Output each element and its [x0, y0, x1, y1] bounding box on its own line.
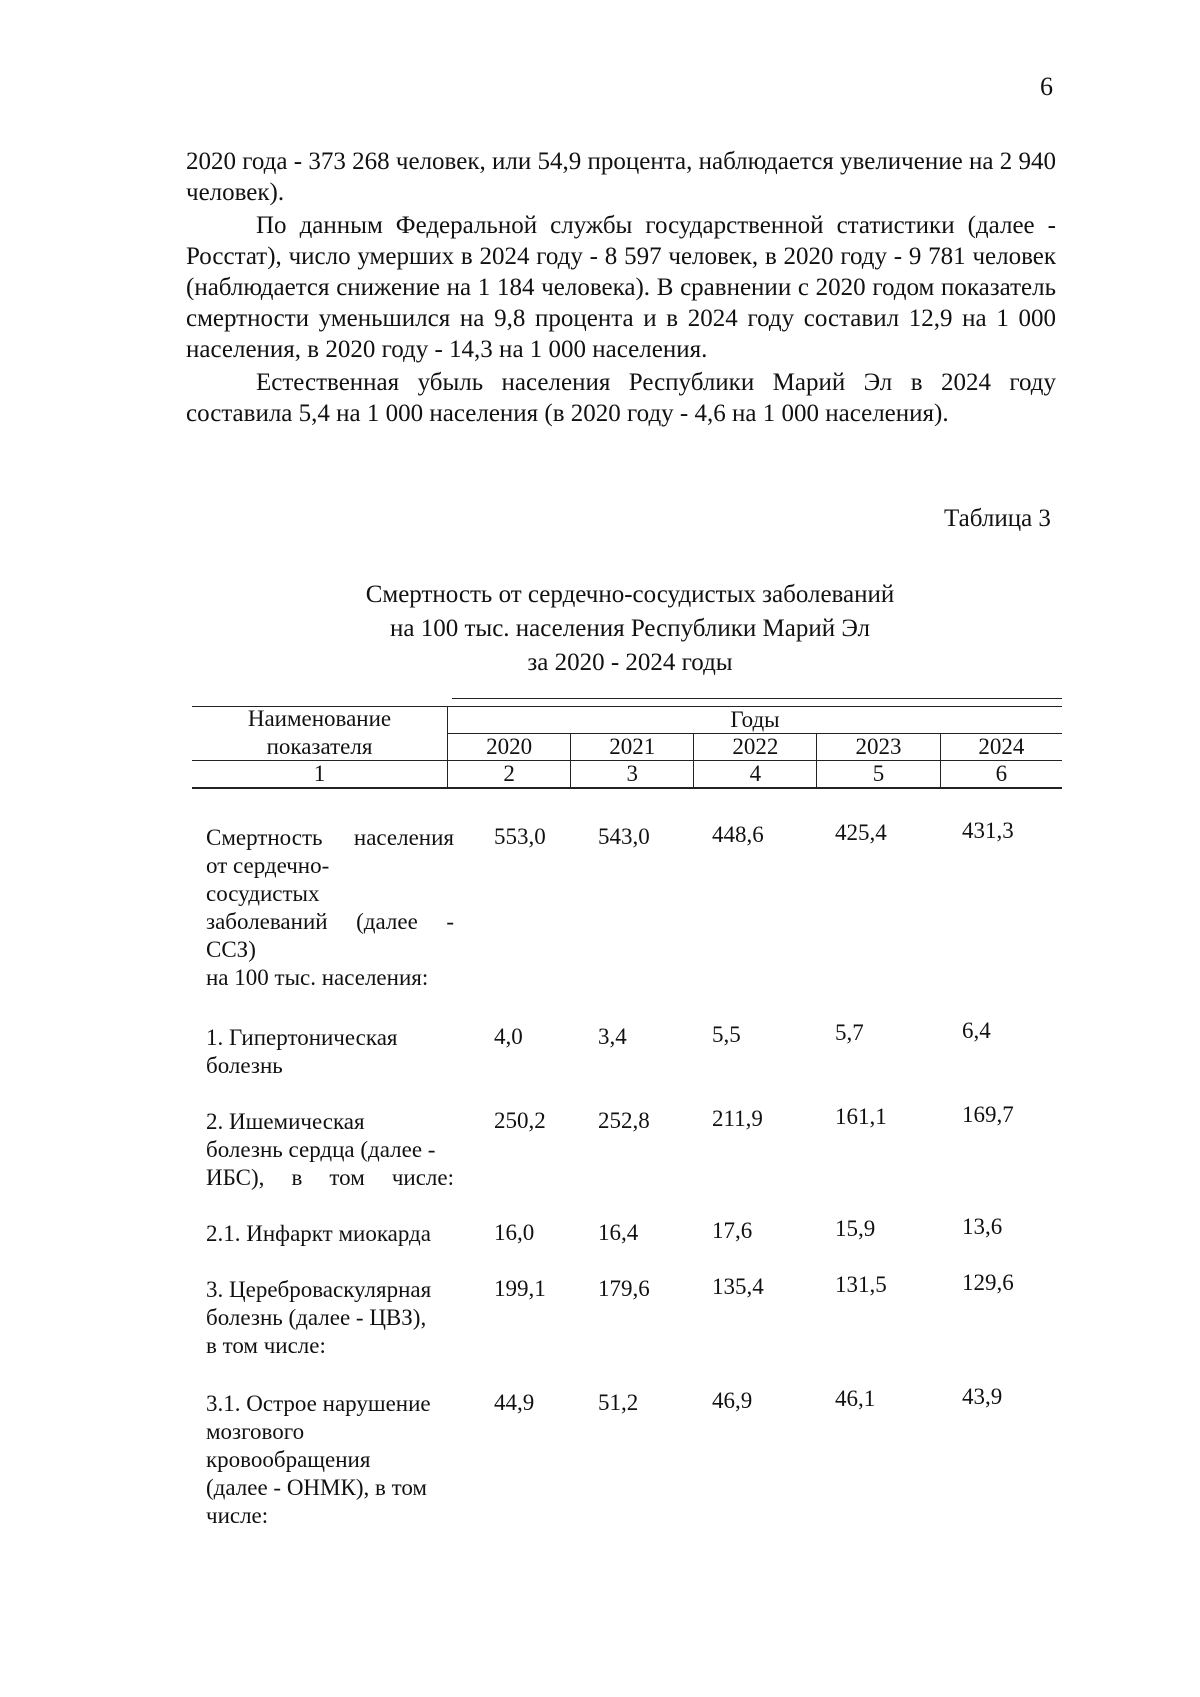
- row-value: 3,4: [598, 1024, 627, 1049]
- table-title-line: за 2020 - 2024 годы: [527, 649, 733, 676]
- row-label: 3.1. Острое нарушение мозгового кровообращения (далее - ОНМК), в том числе:: [206, 1391, 431, 1528]
- header-years: Годы: [448, 707, 1063, 734]
- row-value: 131,5: [835, 1272, 887, 1297]
- row-label: 2. Ишемическая болезнь сердца (далее - ИБС), в том числе:: [206, 1109, 454, 1190]
- row-value: 553,0: [494, 824, 546, 849]
- table-title: [260, 578, 1000, 680]
- row-value: 51,2: [598, 1390, 639, 1415]
- header-year: 2022: [694, 734, 817, 761]
- row-value: 13,6: [962, 1214, 1003, 1239]
- body-text: [186, 146, 1056, 431]
- row-value: 16,4: [598, 1220, 639, 1245]
- row-value: 250,2: [494, 1108, 546, 1133]
- header-year: 2023: [817, 734, 940, 761]
- row-value: 135,4: [712, 1274, 764, 1299]
- paragraph: 2020 года - 373 268 человек, или 54,9 процента, наблюдается увеличение на 2 940 человек).: [186, 148, 1056, 206]
- table-top-rule: [452, 698, 1062, 699]
- paragraph: Естественная убыль населения Республики Марий Эл в 2024 году составила 5,4 на 1 000 населения (в 2020 году - 4,6 на 1 000 населения).: [186, 369, 1056, 427]
- column-number: 3: [571, 761, 694, 789]
- row-value: 17,6: [712, 1218, 753, 1243]
- row-value: 161,1: [835, 1104, 887, 1129]
- row-value: 4,0: [494, 1024, 523, 1049]
- column-number: 4: [694, 761, 817, 789]
- row-value: 43,9: [962, 1384, 1003, 1409]
- header-name-line2: показателя: [192, 734, 448, 761]
- column-number: 2: [448, 761, 571, 789]
- row-value: 44,9: [494, 1390, 535, 1415]
- row-value: 169,7: [962, 1102, 1014, 1127]
- table-label: Таблица 3: [944, 505, 1051, 532]
- row-value: 46,9: [712, 1388, 753, 1413]
- row-value: 543,0: [598, 824, 650, 849]
- row-value: 431,3: [962, 818, 1014, 843]
- row-value: 15,9: [835, 1216, 876, 1241]
- row-value: 211,9: [712, 1106, 763, 1131]
- row-value: 6,4: [962, 1018, 991, 1043]
- row-value: 199,1: [494, 1276, 546, 1301]
- row-label: 2.1. Инфаркт миокарда: [206, 1221, 431, 1246]
- row-value: 5,5: [712, 1022, 741, 1047]
- row-value: 252,8: [598, 1108, 650, 1133]
- row-value: 129,6: [962, 1270, 1014, 1295]
- row-label: Смертность населения от сердечно- сосудистых заболеваний (далее - ССЗ) на 100 тыс. населения:: [206, 825, 454, 990]
- paragraph: По данным Федеральной службы государственной статистики (далее - Росстат), число умерших в 2024 году - 8 597 человек, в 2020 году - 9 781 человек (наблюдается снижение на 1 184 человека). В сравнении с 2020 годом показатель смертности уменьшился на 9,8 процента и в 2024 году составил 12,9 на 1 000 населения, в 2020 году - 14,3 на 1 000 населения.: [186, 212, 1056, 363]
- column-number: 5: [817, 761, 940, 789]
- row-value: 46,1: [835, 1386, 876, 1411]
- table-header: [192, 706, 1062, 789]
- table-title-line: Смертность от сердечно-сосудистых заболеваний: [365, 581, 895, 608]
- row-value: 179,6: [598, 1276, 650, 1301]
- header-name-line1: Наименование: [192, 707, 448, 734]
- row-value: 425,4: [835, 820, 887, 845]
- row-value: 448,6: [712, 822, 764, 847]
- header-year: 2024: [940, 734, 1062, 761]
- row-value: 5,7: [835, 1020, 864, 1045]
- page-number: 6: [1040, 72, 1053, 101]
- header-year: 2020: [448, 734, 571, 761]
- column-number: 1: [192, 761, 448, 789]
- row-label: 1. Гипертоническая болезнь: [206, 1025, 398, 1078]
- column-number: 6: [940, 761, 1062, 789]
- row-value: 16,0: [494, 1220, 535, 1245]
- header-year: 2021: [571, 734, 694, 761]
- table-title-line: на 100 тыс. населения Республики Марий Эл: [390, 615, 870, 642]
- row-label: 3. Цереброваскулярная болезнь (далее - ЦВЗ), в том числе:: [206, 1277, 432, 1358]
